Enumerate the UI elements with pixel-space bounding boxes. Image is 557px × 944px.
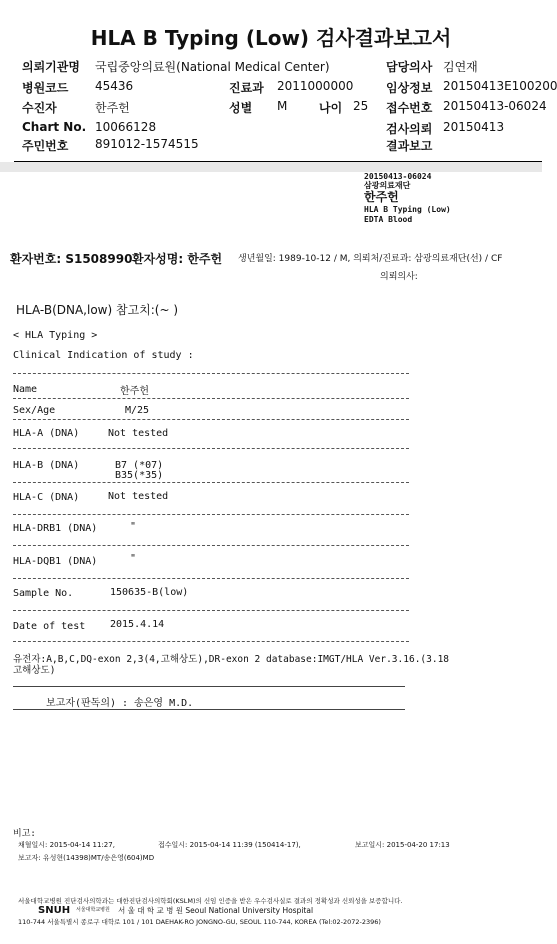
row-divider — [13, 448, 409, 449]
accept-time: 접수일시: 2015-04-14 11:39 (150414-17), — [158, 841, 301, 849]
hla-a-label: HLA-A (DNA) — [13, 428, 80, 439]
row-divider — [13, 578, 409, 579]
label-institution: 의뢰기관명 — [22, 60, 80, 74]
hla-b-label: HLA-B (DNA) — [13, 460, 80, 471]
drb1-value: " — [130, 521, 137, 532]
hla-c-value: Not tested — [108, 491, 169, 502]
label-request: 검사의뢰 — [386, 122, 433, 136]
sticker-test: HLA B Typing (Low) — [364, 205, 451, 214]
rrn-value: 891012-1574515 — [95, 137, 199, 151]
department-value: 2011000000 — [277, 79, 354, 93]
sample-value: 150635-B(low) — [110, 587, 189, 598]
sample-label: Sample No. — [13, 588, 74, 599]
report-time: 보고일시: 2015-04-20 17:13 — [355, 841, 450, 849]
chart-value: 10066128 — [95, 120, 157, 134]
request-value: 20150413 — [443, 120, 505, 134]
row-divider — [13, 373, 409, 374]
dqb1-label: HLA-DQB1 (DNA) — [13, 556, 98, 567]
gene-method-line-2: 고해상도) — [13, 665, 56, 676]
label-report: 결과보고 — [386, 139, 433, 153]
referring-physician: 의뢰의사: — [380, 272, 418, 282]
row-divider — [13, 514, 409, 515]
hospital-code-value: 45436 — [95, 79, 134, 93]
label-age: 나이 — [319, 101, 343, 115]
name-label: Name — [13, 384, 38, 395]
row-divider — [13, 398, 409, 399]
sticker-specimen: EDTA Blood — [364, 215, 413, 224]
label-chart: Chart No. — [22, 120, 87, 134]
label-receipt: 접수번호 — [386, 101, 433, 115]
row-divider — [13, 610, 409, 611]
clinical-value: 20150413E100200 — [443, 79, 557, 93]
snuh-logo-subtitle: 서울대학교병원 — [76, 907, 110, 913]
sex-age-value: M/25 — [125, 405, 150, 416]
patient-value: 한주헌 — [95, 101, 130, 115]
report-heading: HLA-B(DNA,low) 참고치:(~ ) — [16, 303, 179, 317]
sticker-org: 삼광의료재단 — [364, 181, 411, 190]
reporter-signature: 보고자(판독의) : 송은영 M.D. — [46, 698, 194, 709]
reporter-divider-bottom — [13, 709, 405, 710]
hla-b-value-1: B7 (*07) — [115, 460, 164, 471]
label-hospital-code: 병원코드 — [22, 81, 69, 95]
gene-method-line-1: 유전자:A,B,C,DQ-exon 2,3(4,고해상도),DR-exon 2 database:IMGT/HLA Ver.3.16.(3.18 — [13, 654, 450, 665]
label-rrn: 주민번호 — [22, 139, 69, 153]
scan-edge — [0, 162, 542, 172]
date-label: Date of test — [13, 621, 86, 632]
snuh-logo: SNUH — [38, 905, 71, 916]
sticker-code: 20150413-06024 — [364, 172, 432, 181]
sticker-name: 한주헌 — [364, 190, 399, 204]
age-value: 25 — [353, 99, 369, 113]
reporter-divider-top — [13, 686, 405, 687]
section-title: < HLA Typing > — [13, 330, 98, 341]
row-divider — [13, 482, 409, 483]
label-patient: 수진자 — [22, 101, 57, 115]
row-divider — [13, 641, 409, 642]
label-department: 진료과 — [229, 81, 264, 95]
reporter-names: 보고자: 유성현(14398)MT/송은영(604)MD — [18, 854, 155, 862]
label-sex: 성별 — [229, 101, 253, 115]
patient-name: 환자성명: 한주헌 — [132, 252, 223, 266]
hla-a-value: Not tested — [108, 428, 169, 439]
sex-value: M — [277, 99, 288, 113]
hospital-address: 110-744 서울특별시 종로구 대학로 101 / 101 DAEHAK-RO JONGNO-GU, SEOUL 110-744, KOREA (Tel:02-2072-2396) — [18, 918, 381, 926]
hla-c-label: HLA-C (DNA) — [13, 492, 80, 503]
row-divider — [13, 545, 409, 546]
collection-time: 채혈일시: 2015-04-14 11:27, — [18, 841, 115, 849]
hospital-name: 서 울 대 학 교 병 원 Seoul National University Hospital — [118, 906, 314, 915]
remark-label: 비고: — [13, 829, 36, 839]
dqb1-value: " — [130, 553, 137, 564]
clinical-indication: Clinical Indication of study : — [13, 350, 194, 361]
report-title: HLA B Typing (Low) 검사결과보고서 — [90, 26, 452, 50]
receipt-value: 20150413-06024 — [443, 99, 547, 113]
patient-id: 환자번호: S1508990 — [10, 252, 133, 266]
patient-info: 생년월일: 1989-10-12 / M, 의뢰처/진료과: 삼광의료재단(선) / CF — [238, 254, 503, 264]
date-value: 2015.4.14 — [110, 619, 165, 630]
row-divider — [13, 419, 409, 420]
certification-note: 서울대학교병원 진단검사의학과는 대한진단검사의학회(KSLM)의 신임 인증을 받은 우수검사실로 결과의 정확성과 신뢰성을 보증합니다. — [18, 897, 403, 905]
name-value: 한주헌 — [120, 386, 149, 397]
institution-value: 국립중앙의료원(National Medical Center) — [95, 60, 330, 74]
label-doctor: 담당의사 — [386, 60, 433, 74]
sex-age-label: Sex/Age — [13, 405, 56, 416]
hla-b-value-2: B35(*35) — [115, 470, 164, 481]
drb1-label: HLA-DRB1 (DNA) — [13, 523, 98, 534]
doctor-value: 김연재 — [443, 60, 478, 74]
label-clinical: 임상정보 — [386, 81, 433, 95]
